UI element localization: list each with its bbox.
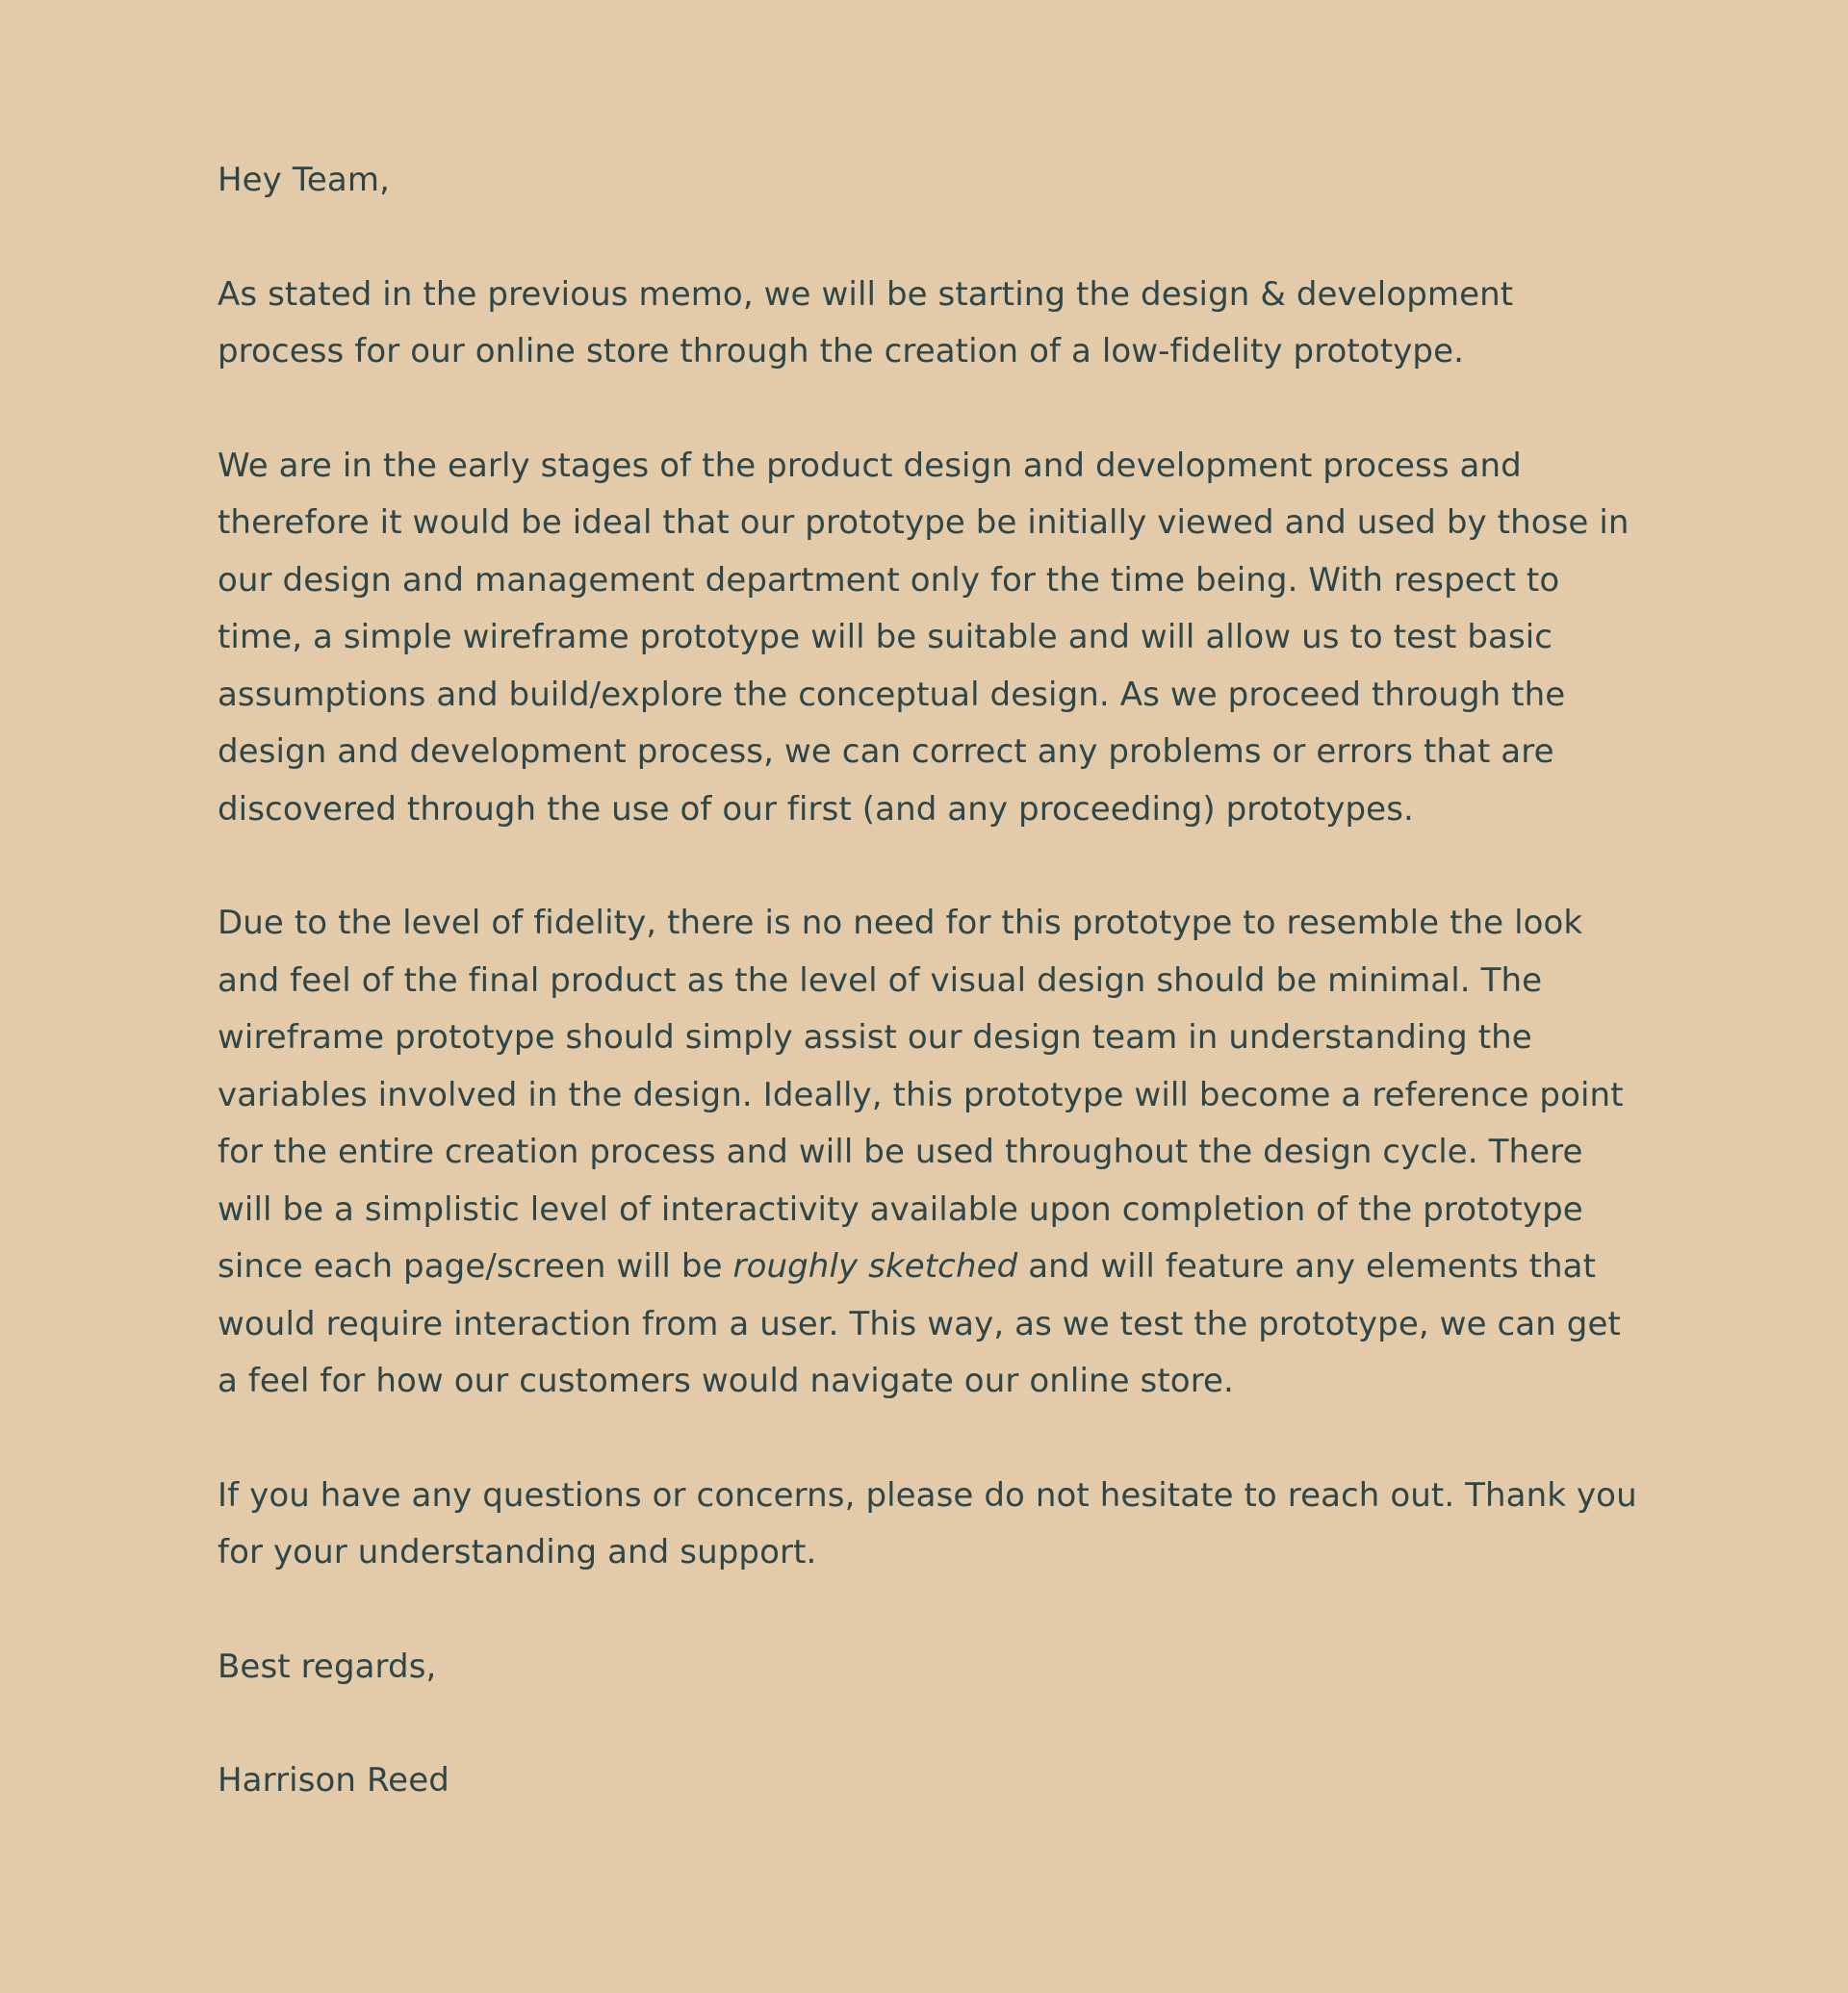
greeting: Hey Team, <box>218 161 390 199</box>
paragraph-fidelity <box>218 895 1642 1411</box>
paragraph-fidelity-part1: Due to the level of fidelity, there is no need for this prototype to resemble the look and feel of the final product as the level of visual design should be minimal. The wireframe prototype should simply assist our design team in understanding the variables involved in the design. Ideally, this prototype will become a reference point for the entire creation process and will be used throughout the design cycle. There will be a simplistic level of interactivity available upon completion of the prototype since each page/screen will be <box>218 904 1624 1286</box>
paragraph-contact: If you have any questions or concerns, please do not hesitate to reach out. Thank you for your understanding and support. <box>218 1475 1637 1571</box>
signature: Harrison Reed <box>218 1761 449 1800</box>
paragraph-stage: We are in the early stages of the product design and development process and therefore it would be ideal that our prototype be initially viewed and used by those in our design and management department only for the time being. With respect to time, a simple wireframe prototype will be suitable and will allow us to test basic assumptions and build/explore the conceptual design. As we proceed through the design and development process, we can correct any problems or errors that are discovered through the use of our first (and any proceeding) prototypes. <box>218 446 1630 829</box>
paragraph-fidelity-part2: and will feature any elements that would require interaction from a user. This way, as we test the prototype, we can get a feel for how our customers would navigate our online store. <box>218 1247 1621 1400</box>
memo-body <box>218 152 1642 1867</box>
closing: Best regards, <box>218 1647 437 1686</box>
paragraph-intro: As stated in the previous memo, we will be starting the design & development process for our online store through the creation of a low-fidelity prototype. <box>218 274 1514 370</box>
emphasis-roughly-sketched: roughly sketched <box>732 1247 1018 1286</box>
